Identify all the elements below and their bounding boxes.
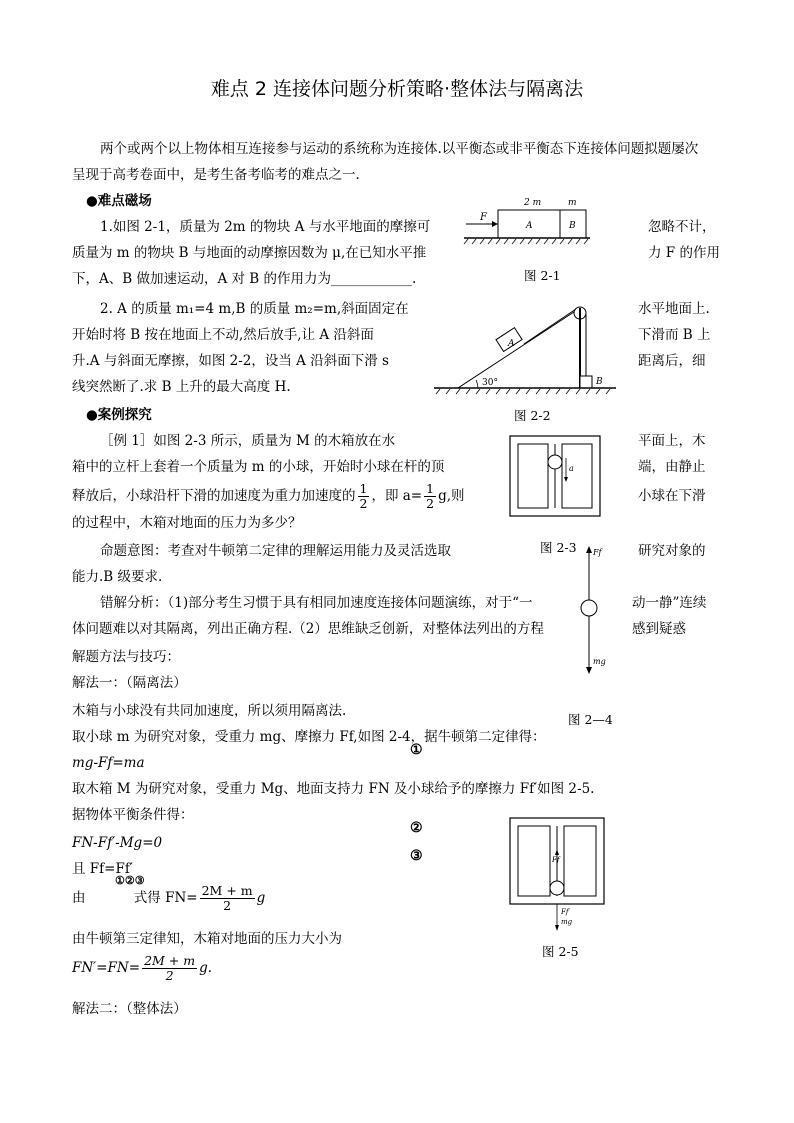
figure-2-4-caption: 图 2—4 — [568, 712, 613, 727]
fig21-text-f: F — [480, 212, 487, 223]
intro-line-2: 呈现于高考卷面中，是考生备考临考的难点之一. — [72, 167, 360, 183]
ex1-line-1: ［例 1］如图 2-3 所示，质量为 M 的木箱放在水 — [100, 433, 396, 449]
result-2-prefix: FN′=FN= — [72, 960, 141, 976]
result-1-g: g — [256, 890, 266, 906]
fig24-ball — [581, 600, 597, 616]
fig24-text-ff: Ff — [593, 548, 602, 557]
fig21-text-a: A — [526, 221, 533, 231]
result-1-mid: 式得 FN= — [133, 890, 198, 906]
result-1-frac-num: 2M + m — [201, 883, 253, 898]
equation-result-2 — [72, 950, 212, 986]
ex1-line-4: 的过程中，木箱对地面的压力为多少？ — [72, 515, 302, 531]
q1-line-2-right: 力 F 的作用 — [648, 245, 720, 261]
fig22-block-b — [580, 376, 592, 388]
ex1-fraction-half-2 — [424, 482, 436, 511]
result-2-frac-den: 2 — [165, 968, 174, 983]
q2-line-3-right: 距离后，细 — [638, 353, 706, 369]
fig22-incline — [458, 308, 580, 388]
q1-line-2: 质量为 m 的物块 B 与地面的动摩擦因数为 μ,在已知水平推 — [72, 245, 427, 261]
result-1-fraction — [200, 884, 255, 913]
result-1-prefix: 由 — [72, 890, 86, 906]
q2-line-2-right: 下滑而 B 上 — [638, 327, 711, 343]
fig21-label-2m: 2 m — [524, 198, 542, 208]
method-line-6: 据物体平衡条件得： — [72, 807, 194, 823]
fig22-angle: 30° — [482, 378, 498, 388]
figure-2-4 — [576, 542, 610, 676]
fig25-text-mg: mg — [561, 918, 573, 926]
figure-2-1 — [462, 196, 592, 250]
method-line-5: 取木箱 M 为研究对象，受重力 Mg、地面支持力 FN 及小球给予的摩擦力 Ff′如图 2-5. — [72, 781, 595, 797]
fig24-text-mg: mg — [593, 657, 606, 666]
error-line-2-right: 感到疑惑 — [632, 621, 686, 637]
method-line-10: 由牛顿第三定律知，木箱对地面的压力大小为 — [72, 931, 342, 947]
fig23-text-a: a — [569, 464, 574, 473]
ex1-frac-den: 2 — [359, 496, 368, 511]
section-heading-difficulty: ●难点磁场 — [86, 193, 152, 209]
ex1-line-3-end: g,则 — [438, 488, 465, 504]
result-1-frac-den: 2 — [223, 898, 232, 913]
method-line-3: 取小球 m 为研究对象，受重力 mg、摩擦力 Ff,如图 2-4，据牛顿第二定律得： — [72, 729, 546, 745]
equation-marker-3: ③ — [410, 848, 423, 864]
intent-line-1: 命题意图：考查对牛顿第二定律的理解运用能力及灵活选取 — [100, 543, 451, 559]
figure-2-5-caption: 图 2-5 — [542, 944, 579, 959]
fig21-label-m: m — [568, 198, 577, 208]
equation-1: mg-Ff=ma — [72, 755, 145, 771]
method-line-2: 木箱与小球没有共同加速度，所以须用隔离法. — [72, 703, 347, 719]
q2-line-1: 2. A 的质量 m₁=4 m,B 的质量 m₂=m,斜面固定在 — [100, 301, 409, 317]
fig22-text-b: B — [596, 377, 603, 387]
method-heading: 解题方法与技巧： — [72, 649, 180, 665]
q1-line-3: 下，A、B 做加速运动，A 对 B 的作用力为____________. — [72, 271, 417, 287]
figure-2-1-caption: 图 2-1 — [524, 268, 561, 283]
q1-line-1: 1.如图 2-1，质量为 2m 的物块 A 与水平地面的摩擦可 — [100, 219, 431, 235]
error-line-1: 错解分析：（1)部分考生习惯于具有相同加速度连接体问题演练，对于“一 — [100, 595, 533, 611]
method-solution-2: 解法二：（整体法） — [72, 1001, 187, 1017]
error-line-2: 体问题难以对其隔离，列出正确方程.（2）思维缺乏创新，对整体法列出的方程 — [72, 621, 544, 637]
section-heading-examples: ●案例探究 — [86, 407, 152, 423]
figure-2-5 — [508, 816, 608, 934]
fig21-text-b: B — [569, 221, 576, 231]
ex1-line-2: 箱中的立杆上套着一个质量为 m 的小球，开始时小球在杆的顶 — [72, 459, 445, 475]
method-solution-1: 解法一：（隔离法） — [72, 675, 187, 691]
intent-line-1-right: 研究对象的 — [638, 543, 706, 559]
ex1-line-3-mid: ，即 a= — [371, 488, 423, 504]
intro-line-1: 两个或两个以上物体相互连接参与运动的系统称为连接体.以平衡态或非平衡态下连接体问题拟题屡次 — [100, 141, 699, 157]
figure-2-3-caption: 图 2-3 — [540, 540, 577, 555]
q2-line-2: 开始时将 B 按在地面上不动,然后放手,让 A 沿斜面 — [72, 327, 374, 343]
result-2-g: g. — [199, 960, 213, 976]
fig25-text-ff: Ff — [552, 856, 560, 864]
result-2-fraction — [142, 954, 197, 983]
q2-line-3: 升.A 与斜面无摩擦，如图 2-2，设当 A 沿斜面下滑 s — [72, 353, 389, 369]
equation-marker-2: ② — [410, 820, 423, 836]
intent-line-2: 能力.B 级要求. — [72, 569, 163, 585]
equation-2: FN-Ff′-Mg=0 — [72, 835, 163, 851]
ex1-frac-num: 1 — [359, 481, 368, 496]
ex1-line-3-text: 释放后，小球沿杆下滑的加速度为重力加速度的 — [72, 488, 356, 504]
ex1-line-3 — [72, 478, 465, 514]
q2-line-1-right: 水平地面上. — [638, 301, 710, 317]
fig25-text-ff2: Ff′ — [561, 908, 571, 916]
fig22-text-a: A — [508, 339, 515, 349]
equation-3: 且 Ff=Ff′ — [72, 861, 133, 877]
result-2-frac-num: 2M + m — [144, 953, 196, 968]
fig25-ball — [550, 881, 564, 895]
ex1-line-3-right: 小球在下滑 — [638, 488, 706, 504]
equation-markers-123: ①②③ — [115, 874, 145, 887]
figure-2-3 — [508, 434, 604, 520]
equation-result-1 — [72, 880, 265, 916]
ex1-line-1-right: 平面上，木 — [638, 433, 706, 449]
ex1-frac2-den: 2 — [426, 496, 435, 511]
figure-2-2 — [430, 296, 620, 400]
figure-2-2-caption: 图 2-2 — [514, 408, 551, 423]
ex1-line-2-right: 端，由静止 — [638, 459, 706, 475]
page-title: 难点 2 连接体问题分析策略·整体法与隔离法 — [210, 78, 584, 100]
error-line-1-right: 动一静”连续 — [632, 595, 707, 611]
ex1-frac2-num: 1 — [426, 481, 435, 496]
q1-line-1-right: 忽略不计， — [648, 219, 716, 235]
ex1-fraction-half — [358, 482, 370, 511]
fig23-ball — [548, 455, 562, 469]
q2-line-4: 线突然断了.求 B 上升的最大高度 H. — [72, 379, 291, 395]
equation-marker-1: ① — [410, 742, 423, 758]
